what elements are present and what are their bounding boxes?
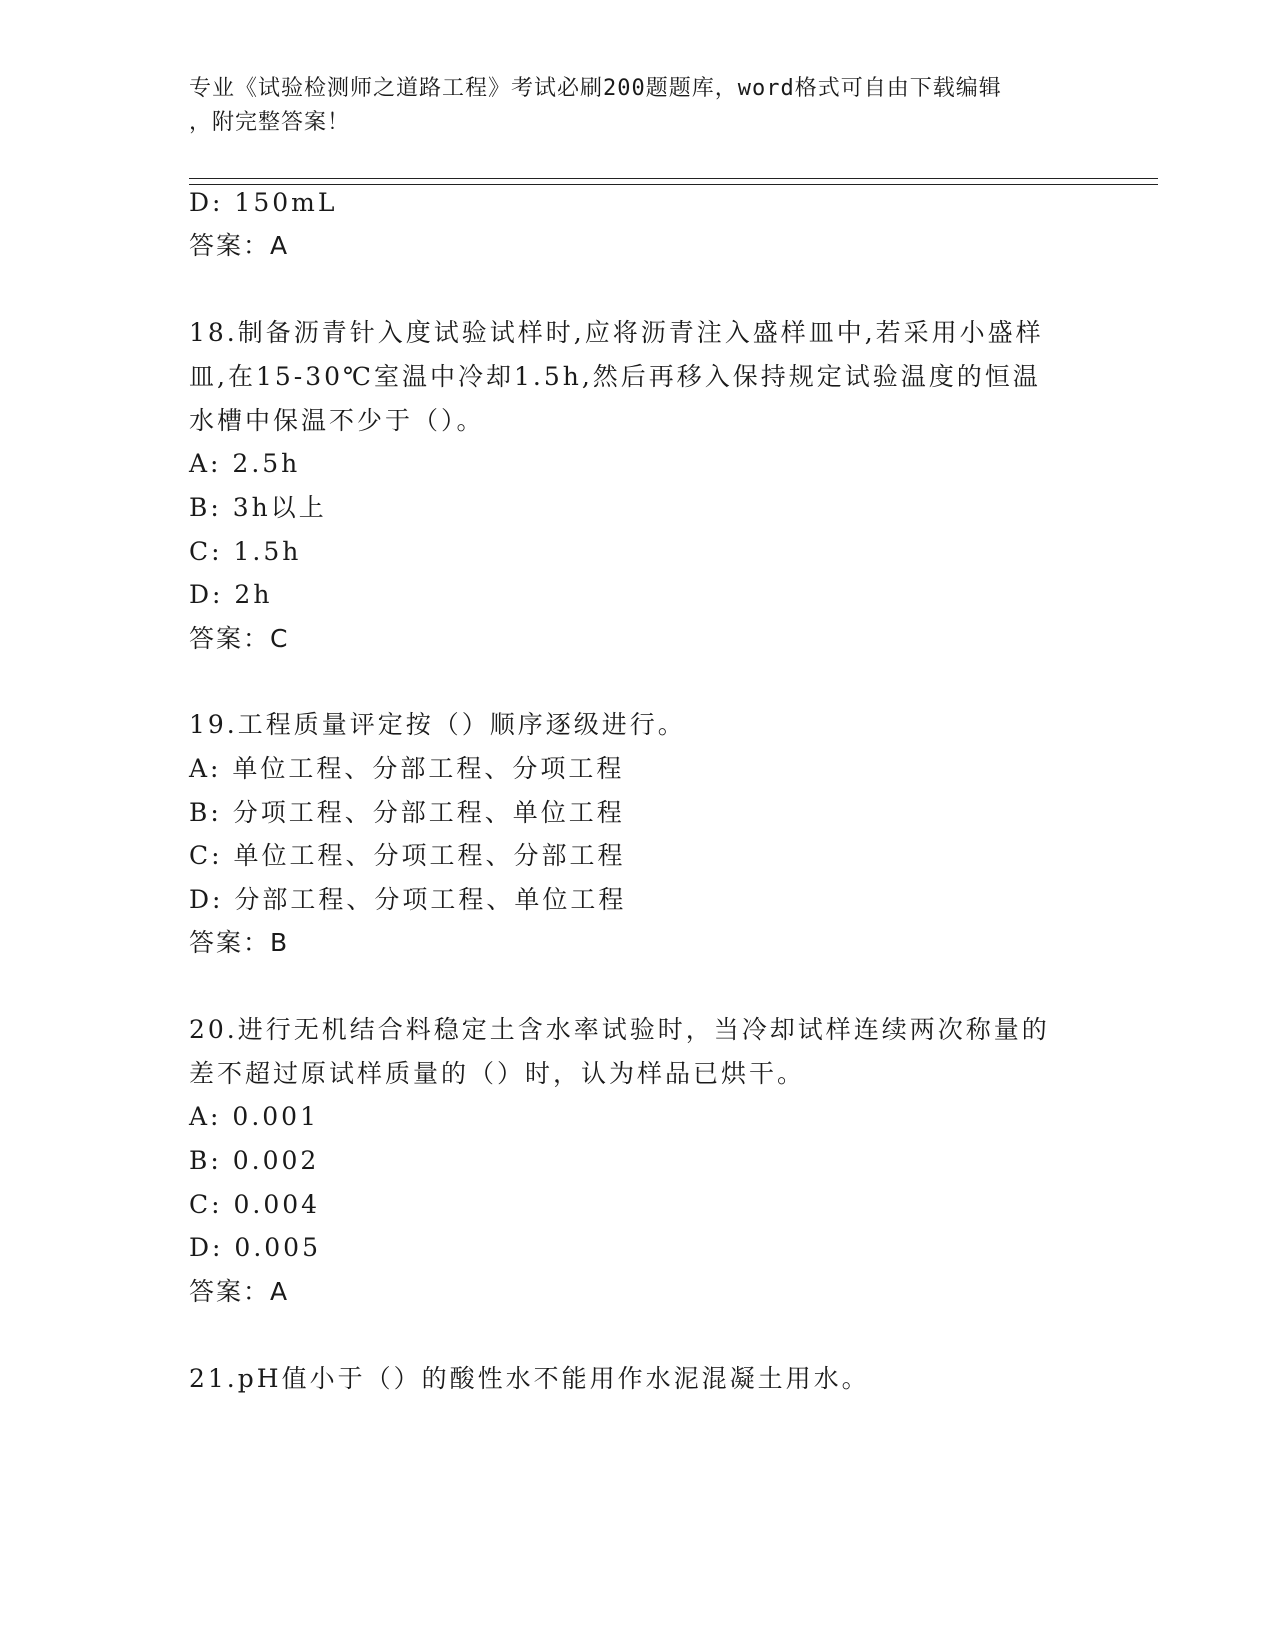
question-18-text-line-1: 18.制备沥青针入度试验试样时,应将沥青注入盛样皿中,若采用小盛样	[189, 318, 1044, 347]
header-line-2: ，附完整答案！	[189, 110, 351, 135]
question-19-option-d: D: 分部工程、分项工程、单位工程	[189, 885, 627, 914]
header-divider	[189, 178, 1158, 179]
question-18-text-line-3: 水槽中保温不少于（）。	[189, 406, 485, 435]
question-20-option-b: B: 0.002	[189, 1146, 320, 1175]
question-19-option-c: C: 单位工程、分项工程、分部工程	[189, 841, 626, 870]
answer-line: 答案：A	[189, 231, 290, 260]
question-20-option-a: A: 0.001	[189, 1102, 319, 1131]
question-20-answer: 答案：A	[189, 1277, 290, 1306]
option-d: D: 150mL	[189, 188, 338, 217]
question-18-text-line-2: 皿,在15-30℃室温中冷却1.5h,然后再移入保持规定试验温度的恒温	[189, 362, 1041, 391]
question-18-option-a: A: 2.5h	[189, 449, 301, 478]
question-18-answer: 答案：C	[189, 624, 290, 653]
header-line-1: 专业《试验检测师之道路工程》考试必刷200题题库，word格式可自由下载编辑	[189, 76, 1002, 101]
question-18-option-c: C: 1.5h	[189, 537, 302, 566]
question-18-option-d: D: 2h	[189, 580, 273, 609]
question-19-text: 19.工程质量评定按（）顺序逐级进行。	[189, 710, 686, 739]
question-20-option-d: D: 0.005	[189, 1233, 321, 1262]
question-20-option-c: C: 0.004	[189, 1190, 321, 1219]
question-19-answer: 答案：B	[189, 928, 290, 957]
question-19-option-b: B: 分项工程、分部工程、单位工程	[189, 798, 625, 827]
document-header	[189, 72, 1089, 140]
question-19-option-a: A: 单位工程、分部工程、分项工程	[189, 754, 625, 783]
question-21-text: 21.pH值小于（）的酸性水不能用作水泥混凝土用水。	[189, 1364, 870, 1393]
question-18-option-b: B: 3h以上	[189, 493, 327, 522]
question-20-text-line-2: 差不超过原试样质量的（）时，认为样品已烘干。	[189, 1059, 806, 1088]
question-20-text-line-1: 20.进行无机结合料稳定土含水率试验时，当冷却试样连续两次称量的	[189, 1015, 1050, 1044]
